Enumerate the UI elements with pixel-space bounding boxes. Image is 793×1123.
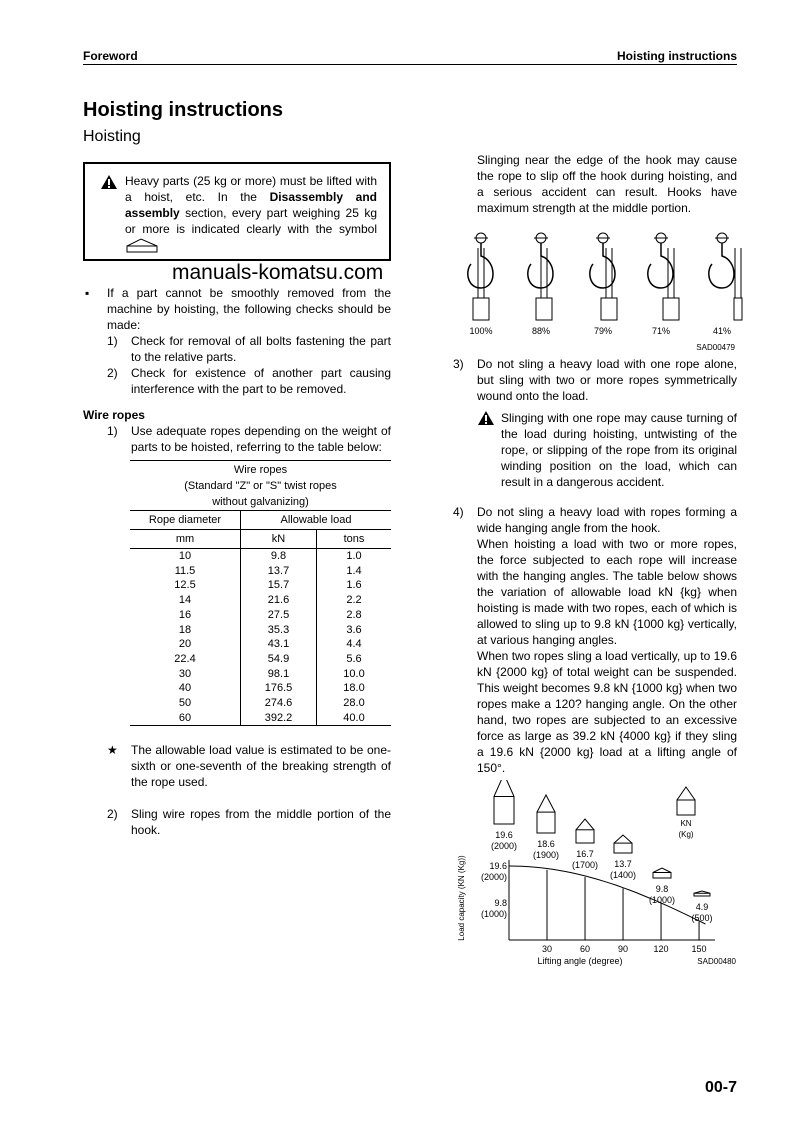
load-icon <box>653 873 671 879</box>
table-cell: 28.0 <box>343 697 365 710</box>
figure-code: SAD00480 <box>697 957 736 966</box>
warning-triangle-icon <box>100 174 118 190</box>
sling-icon <box>576 819 594 830</box>
hook-strength-figure <box>455 226 745 354</box>
table-row <box>130 652 391 667</box>
table-cell: 98.1 <box>241 667 317 682</box>
list-item: 2) Sling wire ropes from the middle portion of the hook. <box>107 807 391 838</box>
table-row <box>130 711 391 726</box>
table-cell: 14 <box>130 593 241 608</box>
x-axis-label: Lifting angle (degree) <box>537 956 623 966</box>
table-cell: 3.6 <box>346 623 362 636</box>
table-cell: 274.6 <box>241 696 317 711</box>
load-icon <box>576 830 594 843</box>
y-axis-label: Load capacity (KN (Kg)) <box>457 855 466 941</box>
table-cell: 15.7 <box>241 578 317 593</box>
table-row <box>130 623 391 638</box>
load-box <box>663 298 679 320</box>
list-item: 3) Do not sling a heavy load with one rope alone, but sling with two or more ropes symmetrically wound onto the load. <box>453 357 737 403</box>
hook-body <box>709 243 734 288</box>
table-row <box>130 593 391 608</box>
table-cell: 13.7 <box>241 564 317 579</box>
data-label: 9.8 <box>655 884 669 894</box>
table-cell: 30 <box>130 667 241 682</box>
legend-sling-icon <box>677 787 695 800</box>
table-cell: 27.5 <box>241 608 317 623</box>
header-rule <box>83 64 737 65</box>
table-cell: 60 <box>130 711 241 726</box>
table-row <box>130 564 391 579</box>
table-row <box>130 578 391 593</box>
table-cell: 40.0 <box>343 711 365 724</box>
table-cell: 10.0 <box>343 667 365 680</box>
hook-icon <box>648 233 679 320</box>
header-right: Hoisting instructions <box>617 49 737 63</box>
table-cell: 43.1 <box>241 637 317 652</box>
wire-ropes-heading: Wire ropes <box>83 408 145 422</box>
hook-strength-label: 71% <box>651 326 671 336</box>
table-cell: 18.0 <box>343 682 365 695</box>
table-cell: 10 <box>130 549 241 564</box>
y-tick-label: 9.8 <box>494 898 507 908</box>
header-left: Foreword <box>83 49 138 63</box>
list-item: 2) Check for existence of another part causing interference with the part to be removed. <box>107 366 391 396</box>
data-label: (2000) <box>490 841 518 851</box>
load-box <box>536 298 552 320</box>
data-label: (500) <box>691 913 713 923</box>
table-row <box>130 681 391 696</box>
table-cell: 21.6 <box>241 593 317 608</box>
capacity-curve <box>509 866 705 924</box>
table-cell: 40 <box>130 681 241 696</box>
legend-label: KN <box>680 819 692 828</box>
x-tick-label: 120 <box>653 944 669 954</box>
hook-body <box>590 243 615 288</box>
data-label: 16.7 <box>576 849 594 859</box>
data-label: (1000) <box>648 895 676 905</box>
hook-body <box>468 243 493 288</box>
wire-rope-table: Wire ropes (Standard "Z" or "S" twist ropes without galvanizing) Rope diameter Allowable load mm kN tons 10 9.8 1.0 11.5 13.7 1.4 12.5 15.7 1.6 14 21.6 2.2 16 27.5 2.8 18 35.3 3.6 20 43.1 4.4 22.4 54.9 5.6 30 98.1 10.0 40 176.5 18.0 50 274.6 28.0 60 392.2 40.0 <box>130 460 391 726</box>
table-cell: 1.4 <box>346 564 362 577</box>
right-column <box>453 152 737 970</box>
figure-code: SAD00479 <box>696 343 735 352</box>
sling-icon <box>614 835 632 843</box>
x-tick-label: 150 <box>691 944 707 954</box>
table-cell: 4.4 <box>346 638 362 651</box>
data-label: 18.6 <box>537 839 555 849</box>
table-cell: 12.5 <box>130 578 241 593</box>
hook-icon <box>468 233 493 320</box>
table-cell: 2.8 <box>346 608 362 621</box>
load-angle-chart <box>440 780 740 970</box>
table-cell: 18 <box>130 623 241 638</box>
table-row <box>130 667 391 682</box>
table-cell: 9.8 <box>241 549 317 564</box>
x-tick-label: 90 <box>618 944 629 954</box>
left-column <box>83 98 391 838</box>
table-cell: 392.2 <box>241 711 317 726</box>
table-cell: 5.6 <box>346 652 362 665</box>
hook-icon <box>590 233 617 320</box>
table-cell: 176.5 <box>241 681 317 696</box>
load-box <box>734 298 742 320</box>
list-item: 4) Do not sling a heavy load with ropes forming a wide hanging angle from the hook. When hoisting a load with two or more ropes, the force subjected to each rope will increase with the hanging angles. The table below shows the variation of allowable load kN {kg} when hoisting is made with two ropes, each of which is allowed to sling up to 9.8 kN {1000 kg} vertically, at various hanging angles. When two ropes sling a load vertically, up to 19.6 kN {2000 kg} of total weight can be suspended. This weight becomes 9.8 kN {1000 kg} when two ropes make a 120? hanging angle. On the other hand, two ropes are subjected to an excessive force as large as 39.2 kN {4000 kg} if they sling a 19.6 kN {2000 kg} load at a lifting angle of 150°. <box>453 505 737 775</box>
bullet-text: If a part cannot be smoothly removed from the machine by hoisting, the following checks should be made: <box>107 286 391 332</box>
load-icon <box>694 893 710 896</box>
table-cell: 1.6 <box>346 579 362 592</box>
hoist-symbol-icon <box>125 237 159 253</box>
warning-box <box>83 162 391 261</box>
table-cell: 22.4 <box>130 652 241 667</box>
hook-icon <box>709 233 742 320</box>
table-cell: 16 <box>130 608 241 623</box>
hook-edge-warning: Slinging near the edge of the hook may cause the rope to slip off the hook during hoisting, and a serious accident can result. Hooks have maximum strength at the middle portion. <box>477 153 737 215</box>
data-label: (1900) <box>532 850 560 860</box>
table-cell: 50 <box>130 696 241 711</box>
hook-strength-label: 41% <box>712 326 732 336</box>
list-item: 1) Check for removal of all bolts fastening the part to the relative parts. <box>107 334 391 364</box>
table-row <box>130 637 391 652</box>
one-rope-warning: Slinging with one rope may cause turning of the load during hoisting, untwisting of the rope, or slipping of the rope from its original winding position on the load, which can result in a dangerous accident. <box>477 410 737 490</box>
data-label: (1700) <box>571 860 599 870</box>
load-icon <box>494 797 514 825</box>
hook-strength-label: 88% <box>531 326 551 336</box>
warning-text: Heavy parts (25 kg or more) must be lifted with a hoist, etc. In the Disassembly and assembly section, every part weighing 25 kg or more is indicated clearly with the symbol <box>125 173 377 253</box>
table-cell: 20 <box>130 637 241 652</box>
legend-load-icon <box>677 800 695 815</box>
hook-body <box>528 243 553 288</box>
hook-body <box>648 243 673 288</box>
bullet-block: ▪ If a part cannot be smoothly removed from the machine by hoisting, the following checks should be made: 1) Check for removal of all bolts fastening the part to the relative parts. 2) Check for existence of another part causing interference with the part to be removed. <box>85 286 391 396</box>
load-icon <box>537 812 555 833</box>
page-title: Hoisting instructions <box>83 99 283 121</box>
sling-icon <box>653 868 671 873</box>
data-label: 19.6 <box>495 830 513 840</box>
sling-icon <box>537 795 555 812</box>
data-label: 4.9 <box>695 902 709 912</box>
x-tick-label: 30 <box>542 944 553 954</box>
watermark: manuals-komatsu.com <box>172 261 384 284</box>
table-cell: 1.0 <box>346 550 362 562</box>
table-row <box>130 696 391 711</box>
hook-icon <box>528 233 553 320</box>
load-box <box>601 298 617 320</box>
y-tick-label: (1000) <box>480 909 507 919</box>
hook-strength-label: 100% <box>469 326 493 336</box>
load-icon <box>614 843 632 853</box>
table-row <box>130 549 391 564</box>
sling-icon <box>494 780 514 797</box>
page-number: 00-7 <box>704 1079 737 1096</box>
table-row <box>130 608 391 623</box>
data-label: 13.7 <box>614 859 632 869</box>
y-tick-label: 19.6 <box>489 861 507 871</box>
y-tick-label: (2000) <box>480 872 507 882</box>
list-item: 1) Use adequate ropes depending on the weight of parts to be hoisted, referring to the table below: <box>107 424 391 454</box>
table-cell: 11.5 <box>130 564 241 579</box>
load-box <box>473 298 489 320</box>
allowable-load-note: ★ The allowable load value is estimated to be one-sixth or one-seventh of the breaking strength of the rope used. <box>107 743 391 790</box>
table-cell: 54.9 <box>241 652 317 667</box>
x-tick-label: 60 <box>580 944 591 954</box>
section-subtitle: Hoisting <box>83 128 141 145</box>
table-cell: 2.2 <box>346 594 362 607</box>
table-cell: 35.3 <box>241 623 317 638</box>
warning-triangle-icon <box>477 410 495 426</box>
legend-label: (Kg) <box>678 830 694 839</box>
data-label: (1400) <box>609 870 637 880</box>
hook-strength-label: 79% <box>593 326 613 336</box>
